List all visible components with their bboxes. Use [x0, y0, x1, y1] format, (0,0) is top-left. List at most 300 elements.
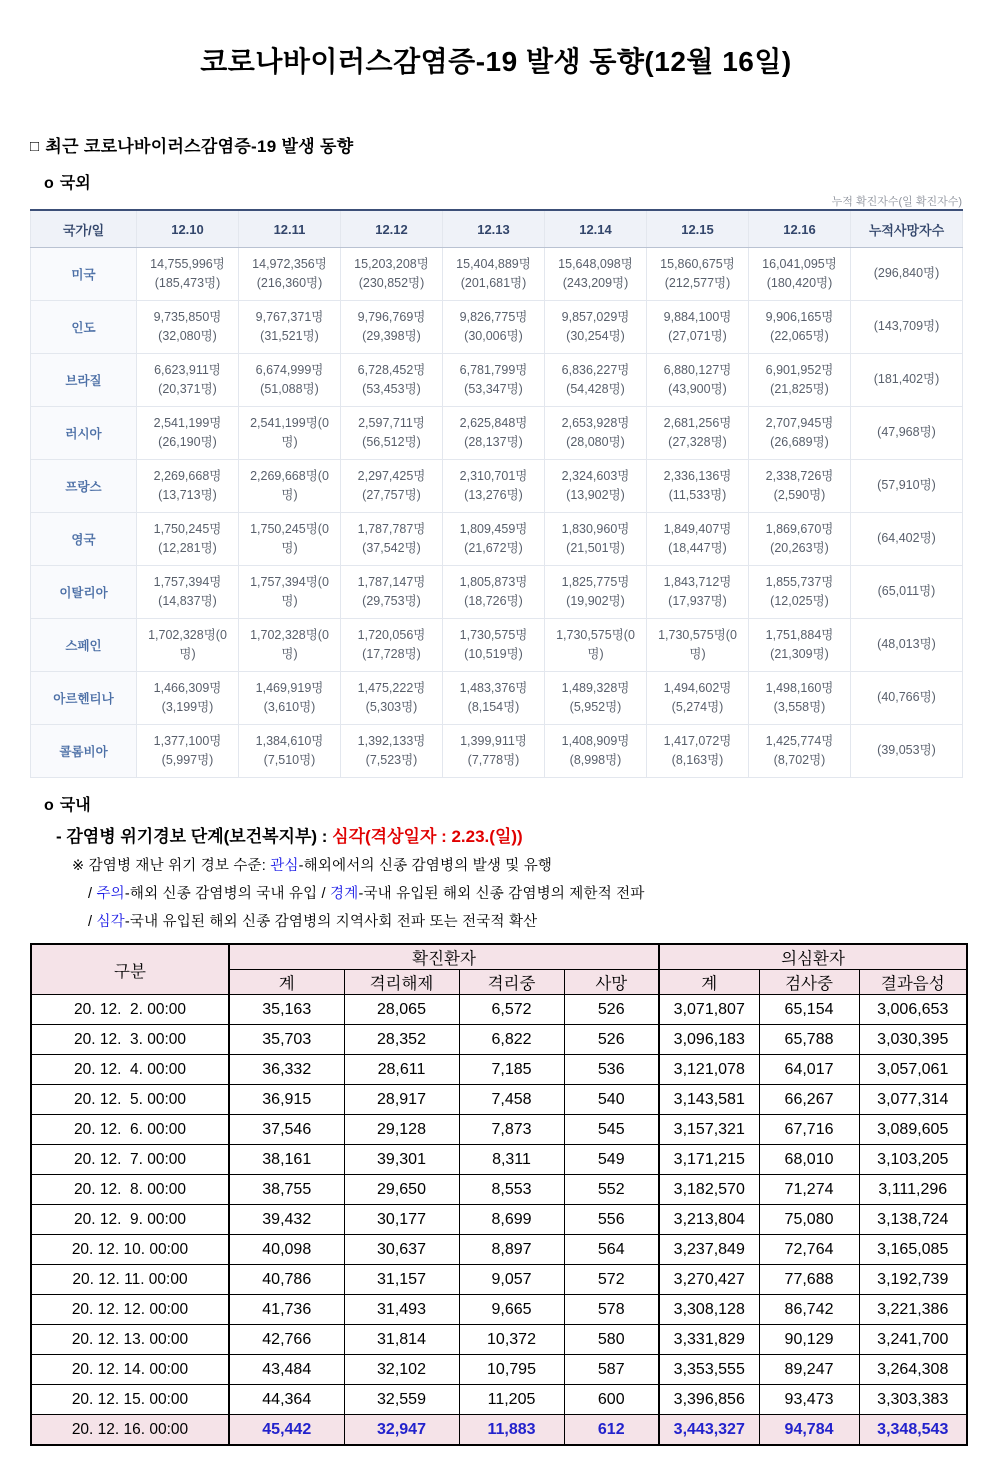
overseas-header-cell: 12.10: [137, 210, 239, 248]
count-line: 명): [587, 647, 604, 661]
value-cell: 11,883: [459, 1415, 564, 1446]
country-cell: 아르헨티나: [31, 672, 137, 725]
count-line: 명): [179, 647, 196, 661]
count-line: (14,837명): [158, 594, 217, 608]
value-cell: 540: [564, 1085, 659, 1115]
sub-header: 격리중: [459, 970, 564, 995]
count-line: 명): [689, 647, 706, 661]
subsection-overseas: [44, 170, 962, 193]
value-cell: 35,163: [229, 995, 344, 1025]
note-segment: 심각: [96, 914, 125, 930]
alert-segment: 심각(격상일자 : 2.23.(일)): [332, 827, 523, 846]
count-cell: [443, 619, 545, 672]
value-cell: 3,165,085: [859, 1235, 967, 1265]
overseas-table: [30, 209, 963, 778]
count-line: (17,728명): [362, 647, 421, 661]
value-cell: 3,303,383: [859, 1385, 967, 1415]
count-line: (216,360명): [256, 276, 323, 290]
count-cell: [443, 301, 545, 354]
table-row: [31, 566, 963, 619]
value-cell: 45,442: [229, 1415, 344, 1446]
count-line: 1,392,133명: [357, 733, 426, 748]
sub-header: 결과음성: [859, 970, 967, 995]
section-recent-trend: [30, 132, 962, 157]
count-line: (2,590명): [773, 488, 826, 502]
count-cell: [647, 407, 749, 460]
sub-header: 계: [659, 970, 759, 995]
value-cell: 77,688: [759, 1265, 859, 1295]
count-cell: [545, 672, 647, 725]
count-line: (180,420명): [766, 276, 833, 290]
date-cell: 20. 12. 5. 00:00: [31, 1085, 229, 1115]
value-cell: 3,030,395: [859, 1025, 967, 1055]
count-line: (5,952명): [569, 700, 622, 714]
value-cell: 43,484: [229, 1355, 344, 1385]
section-recent-label: 최근 코로나바이러스감염증-19 발생 동향: [45, 137, 354, 156]
country-cell: 브라질: [31, 354, 137, 407]
count-line: 2,310,701명: [459, 468, 528, 483]
domestic-table-head: [31, 944, 967, 995]
table-row: [31, 1175, 967, 1205]
value-cell: 35,703: [229, 1025, 344, 1055]
value-cell: 545: [564, 1115, 659, 1145]
count-line: 1,825,775명: [561, 574, 630, 589]
value-cell: 89,247: [759, 1355, 859, 1385]
count-cell: [137, 248, 239, 301]
date-cell: 20. 12. 10. 00:00: [31, 1235, 229, 1265]
table-row: [31, 1055, 967, 1085]
domestic-table-body: [31, 995, 967, 1446]
count-cell: [749, 460, 851, 513]
table-row: [31, 1085, 967, 1115]
page-title: 코로나바이러스감염증-19 발생 동향(12월 16일): [200, 46, 792, 77]
value-cell: 11,205: [459, 1385, 564, 1415]
value-cell: 3,089,605: [859, 1115, 967, 1145]
count-line: (29,398명): [362, 329, 421, 343]
value-cell: 10,795: [459, 1355, 564, 1385]
count-line: 1,750,245명: [153, 521, 222, 536]
count-line: (21,825명): [770, 382, 829, 396]
value-cell: 36,332: [229, 1055, 344, 1085]
count-line: 6,880,127명: [663, 362, 732, 377]
value-cell: 90,129: [759, 1325, 859, 1355]
value-cell: 42,766: [229, 1325, 344, 1355]
count-cell: [137, 725, 239, 778]
country-cell: 영국: [31, 513, 137, 566]
count-line: 1,869,670명: [765, 521, 834, 536]
count-line: 9,826,775명: [459, 309, 528, 324]
value-cell: 6,572: [459, 995, 564, 1025]
value-cell: 40,786: [229, 1265, 344, 1295]
count-cell: [239, 566, 341, 619]
count-cell: [341, 725, 443, 778]
value-cell: 3,143,581: [659, 1085, 759, 1115]
count-cell: [137, 407, 239, 460]
count-line: (30,006명): [464, 329, 523, 343]
count-line: (12,025명): [770, 594, 829, 608]
value-cell: 3,192,739: [859, 1265, 967, 1295]
value-cell: 612: [564, 1415, 659, 1446]
domestic-header-row-1: [31, 944, 967, 970]
value-cell: 3,241,700: [859, 1325, 967, 1355]
count-line: 1,425,774명: [765, 733, 834, 748]
value-cell: 32,947: [344, 1415, 459, 1446]
note-segment: 관심: [270, 858, 299, 874]
count-line: (13,902명): [566, 488, 625, 502]
count-cell: [341, 672, 443, 725]
count-cell: [647, 460, 749, 513]
value-cell: 28,917: [344, 1085, 459, 1115]
count-line: 1,757,394명: [153, 574, 222, 589]
value-cell: 65,154: [759, 995, 859, 1025]
count-line: (5,997명): [161, 753, 214, 767]
count-cell: [545, 248, 647, 301]
table-row: [31, 1115, 967, 1145]
count-line: 2,707,945명: [765, 415, 834, 430]
table-row: [31, 1295, 967, 1325]
overseas-header-cell: 누적사망자수: [851, 210, 963, 248]
count-line: (8,163명): [671, 753, 724, 767]
count-line: (7,510명): [263, 753, 316, 767]
value-cell: 29,128: [344, 1115, 459, 1145]
table-row: [31, 672, 963, 725]
count-cell: [545, 407, 647, 460]
value-cell: 578: [564, 1295, 659, 1325]
value-cell: 40,098: [229, 1235, 344, 1265]
count-line: 1,408,909명: [561, 733, 630, 748]
count-line: (21,501명): [566, 541, 625, 555]
alert-level-line: [56, 822, 962, 847]
value-cell: 32,102: [344, 1355, 459, 1385]
table-row: [31, 1415, 967, 1446]
count-cell: [545, 566, 647, 619]
date-cell: 20. 12. 8. 00:00: [31, 1175, 229, 1205]
date-cell: 20. 12. 11. 00:00: [31, 1265, 229, 1295]
count-cell: [749, 672, 851, 725]
count-line: (8,702명): [773, 753, 826, 767]
count-line: (27,757명): [362, 488, 421, 502]
value-cell: 3,138,724: [859, 1205, 967, 1235]
value-cell: 3,121,078: [659, 1055, 759, 1085]
note-segment: /: [88, 914, 97, 930]
value-cell: 556: [564, 1205, 659, 1235]
value-cell: 6,822: [459, 1025, 564, 1055]
count-line: (32,080명): [158, 329, 217, 343]
count-line: 9,906,165명: [765, 309, 834, 324]
sub-header: 격리해제: [344, 970, 459, 995]
count-cell: [239, 407, 341, 460]
count-line: (21,309명): [770, 647, 829, 661]
count-line: (53,347명): [464, 382, 523, 396]
deaths-cell: (47,968명): [851, 407, 963, 460]
count-line: 1,466,309명: [153, 680, 222, 695]
value-cell: 8,897: [459, 1235, 564, 1265]
count-line: 9,884,100명: [663, 309, 732, 324]
value-cell: 3,213,804: [659, 1205, 759, 1235]
value-cell: 75,080: [759, 1205, 859, 1235]
table-row: [31, 1145, 967, 1175]
value-cell: 3,006,653: [859, 995, 967, 1025]
count-line: 2,338,726명: [765, 468, 834, 483]
count-cell: [443, 354, 545, 407]
group-header: 의심환자: [659, 944, 967, 970]
count-line: (5,303명): [365, 700, 418, 714]
count-line: 2,541,199명(0: [250, 415, 329, 430]
count-cell: [749, 619, 851, 672]
value-cell: 31,157: [344, 1265, 459, 1295]
count-line: (8,998명): [569, 753, 622, 767]
count-cell: [341, 513, 443, 566]
count-cell: [443, 672, 545, 725]
note-segment: -해외에서의 신종 감염병의 발생 및 유행: [298, 858, 553, 874]
count-line: 1,384,610명: [255, 733, 324, 748]
deaths-cell: (296,840명): [851, 248, 963, 301]
count-line: 2,625,848명: [459, 415, 528, 430]
count-cell: [239, 460, 341, 513]
count-line: 1,417,072명: [663, 733, 732, 748]
date-cell: 20. 12. 14. 00:00: [31, 1355, 229, 1385]
overseas-header-cell: 12.11: [239, 210, 341, 248]
deaths-cell: (143,709명): [851, 301, 963, 354]
count-cell: [341, 460, 443, 513]
value-cell: 72,764: [759, 1235, 859, 1265]
count-line: (56,512명): [362, 435, 421, 449]
count-cell: [137, 354, 239, 407]
value-cell: 68,010: [759, 1145, 859, 1175]
count-line: 1,830,960명: [561, 521, 630, 536]
count-line: (7,778명): [467, 753, 520, 767]
count-cell: [545, 460, 647, 513]
sub-header: 사망: [564, 970, 659, 995]
count-line: 2,653,928명: [561, 415, 630, 430]
count-cell: [341, 354, 443, 407]
count-cell: [137, 301, 239, 354]
count-line: 14,755,996명: [150, 256, 225, 271]
count-cell: [239, 513, 341, 566]
country-cell: 프랑스: [31, 460, 137, 513]
count-line: 6,781,799명: [459, 362, 528, 377]
count-cell: [749, 301, 851, 354]
count-cell: [545, 513, 647, 566]
count-line: (27,071명): [668, 329, 727, 343]
date-cell: 20. 12. 3. 00:00: [31, 1025, 229, 1055]
overseas-table-head: [31, 210, 963, 248]
count-line: 1,849,407명: [663, 521, 732, 536]
value-cell: 65,788: [759, 1025, 859, 1055]
country-cell: 러시아: [31, 407, 137, 460]
count-line: 14,972,356명: [252, 256, 327, 271]
count-line: (11,533명): [668, 488, 727, 502]
value-cell: 552: [564, 1175, 659, 1205]
deaths-cell: (48,013명): [851, 619, 963, 672]
value-cell: 8,311: [459, 1145, 564, 1175]
value-cell: 7,458: [459, 1085, 564, 1115]
value-cell: 3,077,314: [859, 1085, 967, 1115]
count-line: 16,041,095명: [762, 256, 837, 271]
note-segment: /: [88, 886, 97, 902]
count-line: 1,750,245명(0: [250, 521, 329, 536]
count-line: 6,728,452명: [357, 362, 426, 377]
count-line: 1,475,222명: [357, 680, 426, 695]
value-cell: 536: [564, 1055, 659, 1085]
overseas-header-cell: 12.14: [545, 210, 647, 248]
count-line: 2,681,256명: [663, 415, 732, 430]
value-cell: 44,364: [229, 1385, 344, 1415]
count-cell: [443, 566, 545, 619]
count-cell: [647, 301, 749, 354]
note-segment: -국내 유입된 해외 신종 감염병의 지역사회 전파 또는 전국적 확산: [124, 914, 538, 930]
count-line: 1,730,575명(0: [556, 627, 635, 642]
count-line: (3,558명): [773, 700, 826, 714]
note-segment: -국내 유입된 해외 신종 감염병의 제한적 전파: [358, 886, 645, 902]
value-cell: 3,331,829: [659, 1325, 759, 1355]
value-cell: 3,103,205: [859, 1145, 967, 1175]
alert-segment: - 감염병 위기경보 단계(보건복지부) :: [56, 827, 333, 846]
count-line: 6,836,227명: [561, 362, 630, 377]
count-line: (43,900명): [668, 382, 727, 396]
count-cell: [647, 619, 749, 672]
count-cell: [239, 672, 341, 725]
count-line: (3,199명): [161, 700, 214, 714]
deaths-cell: (65,011명): [851, 566, 963, 619]
count-line: (26,689명): [770, 435, 829, 449]
deaths-cell: (64,402명): [851, 513, 963, 566]
count-line: 1,730,575명(0: [658, 627, 737, 642]
value-cell: 3,353,555: [659, 1355, 759, 1385]
count-line: 명): [281, 594, 298, 608]
note-segment: 주의: [96, 886, 125, 902]
count-line: (31,521명): [260, 329, 319, 343]
value-cell: 3,111,296: [859, 1175, 967, 1205]
count-cell: [647, 513, 749, 566]
overseas-header-cell: 12.16: [749, 210, 851, 248]
overseas-header-cell: 12.13: [443, 210, 545, 248]
value-cell: 36,915: [229, 1085, 344, 1115]
count-line: 15,648,098명: [558, 256, 633, 271]
count-line: 1,483,376명: [459, 680, 528, 695]
count-line: 1,702,328명(0: [250, 627, 329, 642]
value-cell: 572: [564, 1265, 659, 1295]
table-row: [31, 354, 963, 407]
count-cell: [443, 460, 545, 513]
value-cell: 526: [564, 1025, 659, 1055]
sub-header: 계: [229, 970, 344, 995]
count-line: 명): [281, 435, 298, 449]
count-line: 9,857,029명: [561, 309, 630, 324]
value-cell: 7,873: [459, 1115, 564, 1145]
value-cell: 9,665: [459, 1295, 564, 1325]
value-cell: 9,057: [459, 1265, 564, 1295]
count-line: 2,324,603명: [561, 468, 630, 483]
value-cell: 94,784: [759, 1415, 859, 1446]
count-cell: [239, 301, 341, 354]
count-cell: [647, 248, 749, 301]
count-cell: [545, 725, 647, 778]
count-cell: [137, 460, 239, 513]
count-line: 1,730,575명: [459, 627, 528, 642]
table-row: [31, 1385, 967, 1415]
count-line: 1,805,873명: [459, 574, 528, 589]
count-line: 명): [281, 541, 298, 555]
overseas-table-body: [31, 248, 963, 778]
table-row: [31, 301, 963, 354]
count-cell: [749, 407, 851, 460]
overseas-header-cell: 12.12: [341, 210, 443, 248]
date-cell: 20. 12. 9. 00:00: [31, 1205, 229, 1235]
value-cell: 3,308,128: [659, 1295, 759, 1325]
count-cell: [239, 619, 341, 672]
value-cell: 67,716: [759, 1115, 859, 1145]
count-cell: [341, 301, 443, 354]
count-line: (185,473명): [154, 276, 221, 290]
value-cell: 587: [564, 1355, 659, 1385]
country-cell: 스페인: [31, 619, 137, 672]
note-segment: ※ 감염병 재난 위기 경보 수준:: [72, 858, 271, 874]
note-segment: 경계: [330, 886, 359, 902]
count-line: (230,852명): [358, 276, 425, 290]
count-line: 1,787,787명: [357, 521, 426, 536]
count-line: 2,541,199명: [153, 415, 222, 430]
circle-bullet-icon: o: [44, 175, 54, 192]
count-line: 6,623,911명: [154, 362, 221, 377]
deaths-cell: (40,766명): [851, 672, 963, 725]
table-row: [31, 460, 963, 513]
group-col-header: 구분: [31, 944, 229, 995]
alert-note-line: [72, 854, 962, 875]
alert-note-line: [88, 882, 962, 903]
country-cell: 이탈리아: [31, 566, 137, 619]
count-line: (21,672명): [464, 541, 523, 555]
value-cell: 28,611: [344, 1055, 459, 1085]
sub-header: 검사중: [759, 970, 859, 995]
value-cell: 8,553: [459, 1175, 564, 1205]
value-cell: 3,182,570: [659, 1175, 759, 1205]
count-cell: [749, 725, 851, 778]
count-line: 1,757,394명(0: [250, 574, 329, 589]
count-line: (20,263명): [770, 541, 829, 555]
count-line: (10,519명): [464, 647, 523, 661]
count-cell: [239, 725, 341, 778]
value-cell: 30,177: [344, 1205, 459, 1235]
count-line: (28,137명): [464, 435, 523, 449]
count-line: 1,702,328명(0: [148, 627, 227, 642]
value-cell: 31,493: [344, 1295, 459, 1325]
overseas-header-cell: 12.15: [647, 210, 749, 248]
value-cell: 37,546: [229, 1115, 344, 1145]
value-cell: 39,301: [344, 1145, 459, 1175]
deaths-cell: (39,053명): [851, 725, 963, 778]
overseas-header-row: [31, 210, 963, 248]
table-row: [31, 513, 963, 566]
value-cell: 3,443,327: [659, 1415, 759, 1446]
count-line: (212,577명): [664, 276, 731, 290]
count-cell: [137, 566, 239, 619]
count-cell: [443, 248, 545, 301]
alert-note-line: [88, 910, 962, 931]
count-cell: [647, 354, 749, 407]
value-cell: 549: [564, 1145, 659, 1175]
count-cell: [647, 725, 749, 778]
value-cell: 3,396,856: [659, 1385, 759, 1415]
table-row: [31, 1265, 967, 1295]
count-line: 9,796,769명: [357, 309, 426, 324]
count-line: 명): [281, 647, 298, 661]
count-cell: [137, 513, 239, 566]
date-cell: 20. 12. 2. 00:00: [31, 995, 229, 1025]
count-line: 15,860,675명: [660, 256, 735, 271]
overseas-header-cell: 국가/일: [31, 210, 137, 248]
count-line: (13,276명): [464, 488, 523, 502]
